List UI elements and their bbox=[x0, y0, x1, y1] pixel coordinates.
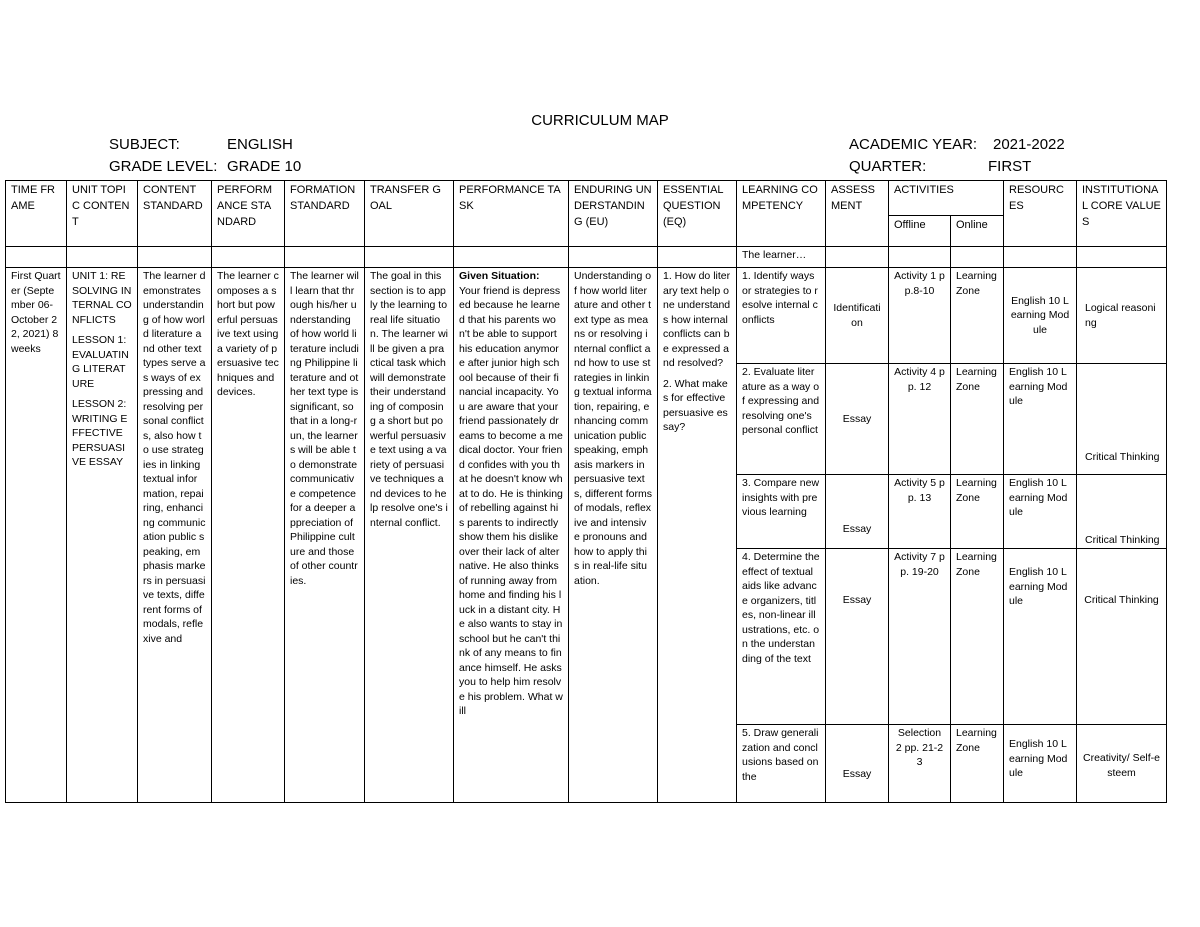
online-cell: Learning Zone bbox=[951, 549, 1004, 725]
core-value-cell: Critical Thinking bbox=[1077, 475, 1167, 549]
header-online: Online bbox=[951, 216, 1004, 247]
assessment-cell: Essay bbox=[826, 549, 889, 725]
header-offline: Offline bbox=[889, 216, 951, 247]
offline-cell: Activity 5 pp. 13 bbox=[889, 475, 951, 549]
spacer-cell bbox=[212, 247, 285, 268]
performance-standard-cell: The learner composes a short but powerful persuasive text using a variety of persuasive techniques and devices. bbox=[212, 268, 285, 803]
offline-cell: Activity 4 pp. 12 bbox=[889, 364, 951, 475]
unit-topic-cell bbox=[67, 268, 138, 803]
header-performance-task: PERFORMANCE TASK bbox=[454, 181, 569, 247]
task-heading: Given Situation: bbox=[459, 270, 540, 282]
quarter-value: FIRST bbox=[988, 158, 1032, 175]
competency-cell: 4. Determine the effect of textual aids like advance organizers, titles, non-linear illustrations, etc. on the understanding of the text bbox=[737, 549, 826, 725]
spacer-cell bbox=[951, 247, 1004, 268]
core-value-cell: Critical Thinking bbox=[1077, 549, 1167, 725]
eq-2: 2. What makes for effective persuasive essay? bbox=[663, 377, 728, 433]
competency-cell: 5. Draw generalization and conclusions based on the bbox=[737, 725, 826, 803]
header-enduring-understanding: ENDURING UNDERSTANDING (EU) bbox=[569, 181, 658, 247]
lesson-2: LESSON 2: WRITING EFFECTIVE PERSUASIVE ESSAY bbox=[72, 398, 128, 468]
header-unit-topic: UNIT TOPIC CONTENT bbox=[67, 181, 138, 247]
spacer-cell bbox=[67, 247, 138, 268]
competency-cell: 3. Compare new insights with previous learning bbox=[737, 475, 826, 549]
core-value-cell: Logical reasoning bbox=[1077, 268, 1167, 364]
academic-year-label: ACADEMIC YEAR: bbox=[849, 136, 978, 153]
document-title: CURRICULUM MAP bbox=[531, 112, 669, 129]
core-value-cell: Critical Thinking bbox=[1077, 364, 1167, 475]
header-transfer-goal: TRANSFER GOAL bbox=[365, 181, 454, 247]
resources-cell: English 10 Learning Module bbox=[1004, 725, 1077, 803]
grade-label: GRADE LEVEL: bbox=[109, 158, 218, 175]
essential-question-cell bbox=[658, 268, 737, 803]
quarter-label: QUARTER: bbox=[849, 158, 927, 175]
assessment-cell: Essay bbox=[826, 364, 889, 475]
competency-cell: 2. Evaluate literature as a way of expressing and resolving one's personal conflict bbox=[737, 364, 826, 475]
spacer-cell bbox=[889, 247, 951, 268]
eq-1: 1. How do literary text help one understands how internal conflicts can be expressed and resolved? bbox=[663, 270, 731, 369]
offline-cell: Activity 7 pp. 19-20 bbox=[889, 549, 951, 725]
resources-cell: English 10 Learning Module bbox=[1004, 475, 1077, 549]
enduring-understanding-cell: Understanding of how world literature and other text type as means or resolving internal conflict and how to use strategies in linking textual information, repairing, enhancing communication public speaking, emphasis markers in persuasive texts, different forms of modals, reflexive and intensive pronouns and how to apply this in real-life situation. bbox=[569, 268, 658, 803]
spacer-cell bbox=[1077, 247, 1167, 268]
header-learning-competency: LEARNING COMPETENCY bbox=[737, 181, 826, 247]
online-cell: Learning Zone bbox=[951, 268, 1004, 364]
online-cell: Learning Zone bbox=[951, 725, 1004, 803]
header-essential-question: ESSENTIAL QUESTION (EQ) bbox=[658, 181, 737, 247]
assessment-cell: Essay bbox=[826, 475, 889, 549]
resources-cell: English 10 Learning Module bbox=[1004, 268, 1077, 364]
spacer-cell bbox=[138, 247, 212, 268]
table-row bbox=[6, 268, 1167, 364]
header-performance-standard: PERFORMANCE STANDARD bbox=[212, 181, 285, 247]
header-core-values: INSTITUTIONAL CORE VALUES bbox=[1077, 181, 1167, 247]
spacer-cell bbox=[365, 247, 454, 268]
academic-year-value: 2021-2022 bbox=[993, 136, 1065, 153]
offline-cell: Activity 1 pp.8-10 bbox=[889, 268, 951, 364]
online-cell: Learning Zone bbox=[951, 475, 1004, 549]
subject-value: ENGLISH bbox=[227, 136, 293, 153]
spacer-cell bbox=[454, 247, 569, 268]
online-cell: Learning Zone bbox=[951, 364, 1004, 475]
content-standard-cell: The learner demonstrates understanding of how world literature and other text types serve as ways of expressing and resolving personal conflicts, also how to use strategies in linking textual information, repairing, enhancing communication public speaking, emphasis markers in persuasive texts, different forms of modals, reflexive and bbox=[138, 268, 212, 803]
header-content-standard: CONTENT STANDARD bbox=[138, 181, 212, 247]
transfer-goal-cell: The goal in this section is to apply the learning to real life situation. The learner will be given a practical task which will demonstrate their understanding of composing a short but powerful persuasive text using a variety of persuasive techniques and devices to help resolve one's internal conflict. bbox=[365, 268, 454, 803]
header-activities: ACTIVITIES bbox=[889, 181, 1004, 216]
assessment-cell: Essay bbox=[826, 725, 889, 803]
spacer-cell bbox=[6, 247, 67, 268]
header-formation-standard: FORMATION STANDARD bbox=[285, 181, 365, 247]
resources-cell: English 10 Learning Module bbox=[1004, 364, 1077, 475]
resources-cell: English 10 Learning Module bbox=[1004, 549, 1077, 725]
competency-cell: 1. Identify ways or strategies to resolve internal conflicts bbox=[737, 268, 826, 364]
spacer-cell bbox=[826, 247, 889, 268]
spacer-cell bbox=[658, 247, 737, 268]
spacer-cell bbox=[569, 247, 658, 268]
learner-intro: The learner… bbox=[737, 247, 826, 268]
offline-cell: Selection 2 pp. 21-23 bbox=[889, 725, 951, 803]
time-frame-cell: First Quarter (September 06- October 22, 2021) 8 weeks bbox=[6, 268, 67, 803]
header-assessment: ASSESSMENT bbox=[826, 181, 889, 247]
task-text: Your friend is depressed because he learned that his parents won't be able to support his education anymore after junior high school because of their financial incapacity. You are aware that your friend passionately dreams to become a medical doctor. Your friend confides with you that he doesn't know what to do. He is thinking of rebelling against his parents to indirectly show them his dislike over their lack of alternative. He also thinks of running away from home and finding his luck in a distant city. He also wants to stay in school but he can't think of any means to finance himself. He asks you to help him resolve his problem. What will bbox=[459, 284, 563, 717]
assessment-cell: Identification bbox=[826, 268, 889, 364]
curriculum-table bbox=[5, 180, 1167, 803]
unit-title: UNIT 1: RESOLVING INTERNAL CONFLICTS bbox=[72, 270, 132, 326]
spacer-cell bbox=[1004, 247, 1077, 268]
header-resources: RESOURCES bbox=[1004, 181, 1077, 247]
subject-label: SUBJECT: bbox=[109, 136, 180, 153]
spacer-cell bbox=[285, 247, 365, 268]
lesson-1: LESSON 1: EVALUATING LITERATURE bbox=[72, 334, 129, 390]
formation-standard-cell: The learner will learn that through his/her understanding of how world literature including Philippine literature and other text type is significant, so that in a long-run, the learners will be able to demonstrate communicative competence for a deeper appreciation of Philippine culture and those of other countries. bbox=[285, 268, 365, 803]
header-time-frame: TIME FRAME bbox=[6, 181, 67, 247]
performance-task-cell bbox=[454, 268, 569, 803]
core-value-cell: Creativity/ Self-esteem bbox=[1077, 725, 1167, 803]
grade-value: GRADE 10 bbox=[227, 158, 302, 175]
